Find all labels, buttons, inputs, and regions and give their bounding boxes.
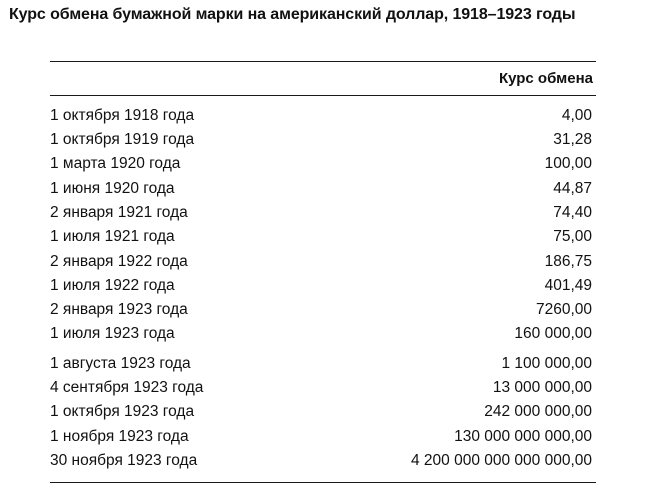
table-row: [50, 450, 592, 472]
row-date: 4 сентября 1923 года: [50, 379, 204, 396]
table-row: [50, 105, 592, 127]
row-rate: 100,00: [544, 155, 592, 172]
table-row: [50, 353, 592, 375]
row-rate: 160 000,00: [514, 325, 592, 342]
table-row: [50, 401, 592, 423]
row-date: 1 июля 1923 года: [50, 325, 175, 342]
row-date: 30 ноября 1923 года: [50, 452, 198, 469]
row-date: 1 октября 1923 года: [50, 403, 195, 420]
table-row: [50, 377, 592, 399]
row-rate: 4,00: [561, 107, 592, 124]
row-date: 1 ноября 1923 года: [50, 428, 189, 445]
table-header-rule: [50, 95, 596, 96]
row-rate: 4 200 000 000 000 000,00: [410, 452, 592, 469]
table-row: [50, 426, 592, 448]
row-date: 2 января 1921 года: [50, 204, 188, 221]
row-rate: 186,75: [544, 253, 592, 270]
row-date: 1 марта 1920 года: [50, 155, 181, 172]
table-row: [50, 202, 592, 224]
row-rate: 130 000 000 000,00: [454, 428, 592, 445]
table-row: [50, 226, 592, 248]
row-date: 1 июля 1922 года: [50, 277, 175, 294]
table-row: [50, 323, 592, 345]
row-rate: 75,00: [553, 228, 592, 245]
row-date: 1 июля 1921 года: [50, 228, 175, 245]
row-rate: 401,49: [544, 277, 592, 294]
table-row: [50, 299, 592, 321]
row-rate: 13 000 000,00: [492, 379, 592, 396]
page-title: Курс обмена бумажной марки на американский доллар, 1918–1923 годы: [9, 6, 576, 23]
table-top-rule: [50, 61, 596, 62]
table-row: [50, 251, 592, 273]
row-rate: 44,87: [553, 180, 592, 197]
row-rate: 242 000 000,00: [484, 403, 592, 420]
column-header-exchange-rate: Курс обмена: [498, 70, 593, 87]
table-row: [50, 129, 592, 151]
row-date: 1 августа 1923 года: [50, 355, 191, 372]
table-row: [50, 178, 592, 200]
row-rate: 74,40: [553, 204, 592, 221]
row-date: 1 октября 1919 года: [50, 131, 195, 148]
row-date: 2 января 1923 года: [50, 301, 188, 318]
table-row: [50, 153, 592, 175]
row-date: 1 октября 1918 года: [50, 107, 195, 124]
row-rate: 7260,00: [535, 301, 592, 318]
row-date: 1 июня 1920 года: [50, 180, 175, 197]
row-rate: 31,28: [553, 131, 592, 148]
row-date: 2 января 1922 года: [50, 253, 188, 270]
table-bottom-rule: [50, 482, 596, 483]
row-rate: 1 100 000,00: [501, 355, 592, 372]
table-row: [50, 275, 592, 297]
